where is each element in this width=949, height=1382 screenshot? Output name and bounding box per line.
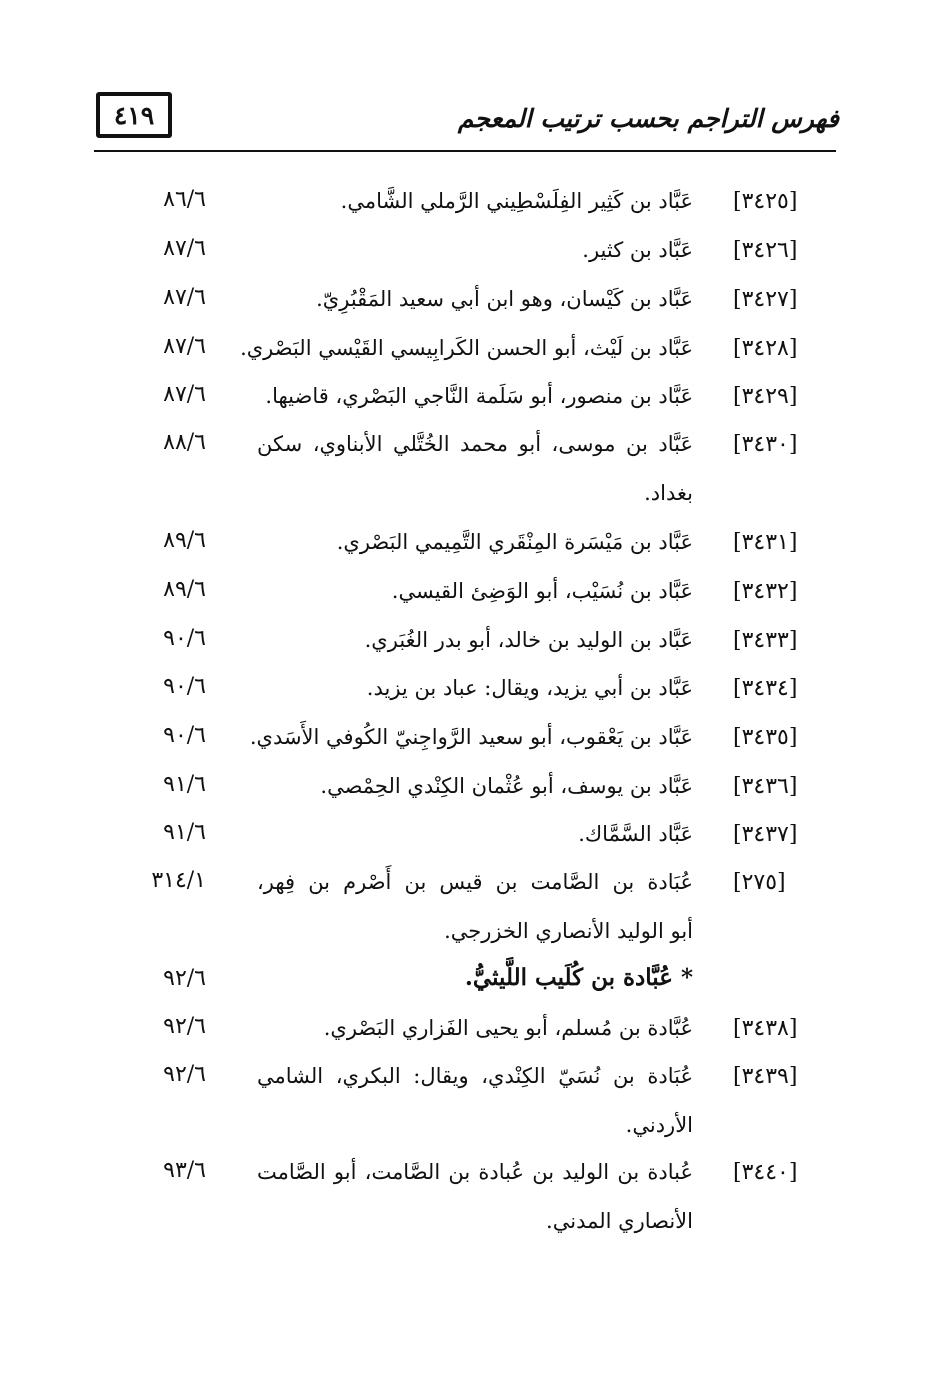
entry-ref: ٨٧/٦ <box>163 334 206 359</box>
entry-number: [٣٤٢٩] <box>733 384 798 409</box>
entry-ref: ٩١/٦ <box>163 820 206 845</box>
entry-continuation: الأنصاري المدني. <box>546 1209 693 1233</box>
entry-ref: ٨٩/٦ <box>163 577 206 602</box>
entry-text: عُبَادة بن الصَّامت بن قيس بن أَصْرم بن فِهر، <box>257 870 693 894</box>
entry-starred-text: * عُبَّادة بن كُلَيب اللَّيثيُّ. <box>464 964 693 991</box>
entry-number: [٣٤٣٥] <box>733 725 798 750</box>
entry-text: عَبَّاد بن لَيْث، أبو الحسن الكَرابِيسي القَيْسي البَصْري. <box>240 336 693 360</box>
entry-number: [٣٤٢٥] <box>733 189 798 214</box>
entry-ref: ٣١٤/١ <box>151 868 206 893</box>
entry-number: [٣٤٣٢] <box>733 579 798 604</box>
entry-number: [٣٤٣٧] <box>733 822 798 847</box>
entry-text: عُبَّادة بن مُسلم، أبو يحيى الفَزاري البَصْري. <box>323 1016 693 1040</box>
entry-text: عَبَّاد بن منصور، أبو سَلَمة النَّاجي البَصْري، قاضيها. <box>265 384 693 408</box>
entry-text: عَبَّاد السَّمَّاك. <box>578 822 693 846</box>
entry-continuation: بغداد. <box>644 481 693 505</box>
entry-number: [٣٤٣٩] <box>733 1064 798 1089</box>
entry-text: عَبَّاد بن كَثِير الفِلَسْطِيني الرَّملي الشَّامي. <box>340 189 693 213</box>
entry-ref: ٩٢/٦ <box>163 1014 206 1039</box>
entry-ref: ٩٠/٦ <box>163 723 206 748</box>
entry-text: عَبَّاد بن أبي يزيد، ويقال: عباد بن يزيد. <box>366 676 693 700</box>
entry-ref: ٨٧/٦ <box>163 382 206 407</box>
page-number: ٤١٩ <box>113 100 155 130</box>
entry-text: عَبَّاد بن كَيْسان، وهو ابن أبي سعيد المَقْبُرِيّ. <box>316 287 693 311</box>
entry-ref: ٨٦/٦ <box>163 187 206 212</box>
entry-text: عَبَّاد بن يوسف، أبو عُثْمان الكِنْدي الحِمْصي. <box>320 774 693 798</box>
running-title: فهرس التراجم بحسب ترتيب المعجم <box>457 104 839 133</box>
entry-ref: ٩١/٦ <box>163 772 206 797</box>
entry-ref: ٨٨/٦ <box>163 430 206 455</box>
entry-number: [٣٤٢٧] <box>733 287 798 312</box>
entry-number: [٣٤٣٣] <box>733 628 798 653</box>
entry-ref: ٨٧/٦ <box>163 285 206 310</box>
entry-text: عَبَّاد بن موسى، أبو محمد الخُتَّلي الأبناوي، سكن <box>257 432 693 456</box>
entry-number: [٣٤٣٠] <box>733 432 798 457</box>
entry-number: [٣٤٢٦] <box>733 238 798 263</box>
entry-ref: ٩٠/٦ <box>163 674 206 699</box>
entry-text: عَبَّاد بن مَيْسَرة المِنْقَري التَّمِيمي البَصْري. <box>336 530 693 554</box>
entry-text: عُبادة بن الوليد بن عُبادة بن الصَّامت، أبو الصَّامت <box>257 1160 693 1184</box>
entry-number: [٢٧٥] <box>733 870 786 895</box>
entry-ref: ٩٢/٦ <box>163 1062 206 1087</box>
entry-ref: ٨٧/٦ <box>163 236 206 261</box>
entry-number: [٣٤٢٨] <box>733 336 798 361</box>
entry-text: عُبَادة بن نُسَيّ الكِنْدي، ويقال: البكري، الشامي <box>257 1064 693 1088</box>
entry-number: [٣٤٣٨] <box>733 1016 798 1041</box>
entry-number: [٣٤٣٦] <box>733 774 798 799</box>
entry-text: عَبَّاد بن كثير. <box>582 238 693 262</box>
entry-text: عَبَّاد بن الوليد بن خالد، أبو بدر الغُبَري. <box>364 628 693 652</box>
entry-text: عَبَّاد بن يَعْقوب، أبو سعيد الرَّواجِنيّ الكُوفي الأَسَدي. <box>249 725 693 749</box>
entry-continuation: الأردني. <box>625 1113 693 1137</box>
entry-number: [٣٤٣٤] <box>733 676 798 701</box>
entry-ref: ٩٢/٦ <box>163 966 206 991</box>
entry-ref: ٩٣/٦ <box>163 1158 206 1183</box>
entry-ref: ٨٩/٦ <box>163 528 206 553</box>
entry-number: [٣٤٤٠] <box>733 1160 798 1185</box>
entry-continuation: أبو الوليد الأنصاري الخزرجي. <box>444 919 693 943</box>
entry-ref: ٩٠/٦ <box>163 626 206 651</box>
entry-text: عَبَّاد بن نُسَيْب، أبو الوَضِئ القيسي. <box>391 579 693 603</box>
entry-number: [٣٤٣١] <box>733 530 798 555</box>
